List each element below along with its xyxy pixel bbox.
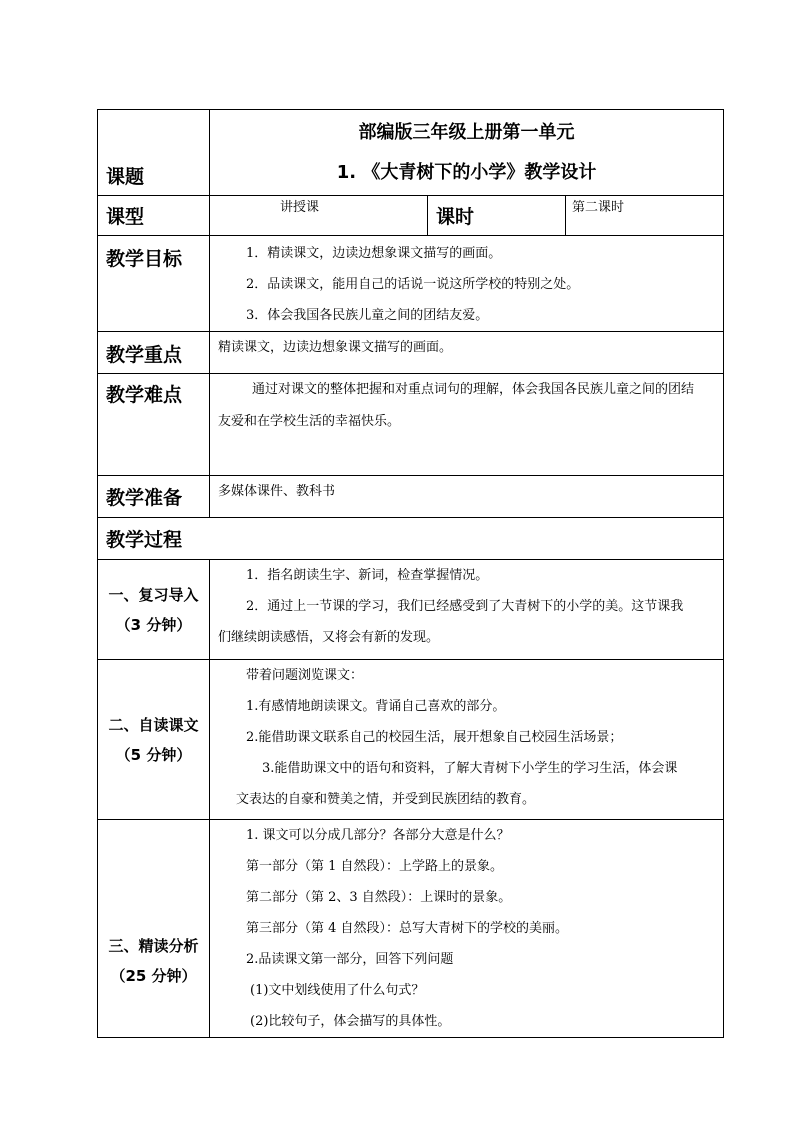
stage1-name: 一、复习导入 — [108, 585, 199, 604]
preparation-label-cell — [98, 476, 210, 518]
difficulties-label-cell — [98, 374, 210, 476]
stage3-line: 第二部分（第 2、3 自然段）：上课时的景象。 — [246, 890, 512, 905]
stage1-time: （3 分钟） — [115, 615, 192, 634]
process-label-cell — [98, 518, 724, 560]
difficulties-content-cell — [210, 374, 724, 476]
stage1-row — [98, 560, 724, 660]
stage2-line: 带着问题浏览课文： — [246, 668, 364, 683]
preparation-label: 教学准备 — [106, 487, 183, 509]
stage3-content-cell — [210, 820, 724, 1038]
stage2-line: 3.能借助课文中的语句和资料，了解大青树下小学生的学习生活，体会课 — [262, 761, 678, 776]
stage3-line: (1)文中划线使用了什么句式？ — [250, 983, 425, 998]
topic-title-cell — [210, 110, 724, 196]
objectives-row — [98, 236, 724, 332]
lesson-type-value-cell — [210, 196, 428, 236]
stage2-line: 1.有感情地朗读课文。背诵自己喜欢的部分。 — [246, 699, 506, 714]
stage3-row — [98, 820, 724, 1038]
stage2-content-cell — [210, 660, 724, 820]
process-row — [98, 518, 724, 560]
stage1-line: 们继续朗读感悟，又将会有新的发现。 — [218, 630, 440, 645]
title-line-2: 1. 《大青树下的小学》教学设计 — [336, 162, 597, 183]
stage3-line: 1. 课文可以分成几部分？各部分大意是什么？ — [246, 828, 510, 843]
objectives-label-cell — [98, 236, 210, 332]
period-value: 第二课时 — [572, 200, 625, 215]
stage2-label-cell — [98, 660, 210, 820]
stage3-line: 第三部分（第 4 自然段）：总写大青树下的学校的美丽。 — [246, 921, 569, 936]
key-points-label: 教学重点 — [106, 344, 183, 366]
lesson-type-label-cell — [98, 196, 210, 236]
stage3-label-cell — [98, 820, 210, 1038]
stage2-line: 2.能借助课文联系自己的校园生活，展开想象自己校园生活场景； — [246, 730, 623, 745]
objectives-label: 教学目标 — [106, 248, 183, 270]
period-value-cell — [566, 196, 724, 236]
difficulties-line-1: 通过对课文的整体把握和对重点词句的理解，体会我国各民族儿童之间的团结 — [252, 382, 695, 397]
stage2-row — [98, 660, 724, 820]
lesson-type-value: 讲授课 — [280, 200, 320, 215]
stage3-line: 第一部分（第 1 自然段）：上学路上的景象。 — [246, 859, 504, 874]
preparation-content-cell — [210, 476, 724, 518]
key-points-label-cell — [98, 332, 210, 374]
key-points-text: 精读课文，边读边想象课文描写的画面。 — [218, 340, 453, 355]
objective-item: 2．品读课文，能用自己的话说一说这所学校的特别之处。 — [246, 277, 580, 292]
header-row — [98, 110, 724, 196]
preparation-row — [98, 476, 724, 518]
title-line-1: 部编版三年级上册第一单元 — [358, 122, 575, 143]
topic-label-cell — [98, 110, 210, 196]
lesson-plan-table — [97, 109, 724, 1038]
difficulties-label: 教学难点 — [106, 384, 183, 406]
stage3-name: 三、精读分析 — [108, 937, 199, 955]
objective-item: 3．体会我国各民族儿童之间的团结友爱。 — [246, 308, 489, 323]
stage3-line: 2.品读课文第一部分，回答下列问题 — [246, 952, 454, 967]
key-points-row — [98, 332, 724, 374]
stage3-time: （25 分钟） — [110, 967, 197, 985]
objectives-content-cell — [210, 236, 724, 332]
stage1-content-cell — [210, 560, 724, 660]
key-points-content-cell — [210, 332, 724, 374]
period-label-cell — [428, 196, 566, 236]
stage2-line: 文表达的自豪和赞美之情，并受到民族团结的教育。 — [236, 792, 536, 807]
preparation-text: 多媒体课件、教科书 — [218, 484, 336, 499]
stage1-line: 2．通过上一节课的学习，我们已经感受到了大青树下的小学的美。这节课我 — [246, 599, 684, 614]
period-label: 课时 — [436, 206, 475, 228]
stage1-line: 1．指名朗读生字、新词，检查掌握情况。 — [246, 568, 489, 583]
stage3-line: (2)比较句子，体会描写的具体性。 — [250, 1014, 451, 1029]
stage2-time: （5 分钟） — [115, 745, 192, 764]
topic-label: 课题 — [106, 166, 145, 188]
stage1-label-cell — [98, 560, 210, 660]
lesson-type-row — [98, 196, 724, 236]
lesson-type-label: 课型 — [106, 206, 145, 228]
objective-item: 1．精读课文，边读边想象课文描写的画面。 — [246, 246, 502, 261]
process-label: 教学过程 — [106, 529, 183, 551]
stage2-name: 二、自读课文 — [108, 715, 199, 734]
difficulties-row — [98, 374, 724, 476]
difficulties-line-2: 友爱和在学校生活的幸福快乐。 — [218, 414, 401, 429]
